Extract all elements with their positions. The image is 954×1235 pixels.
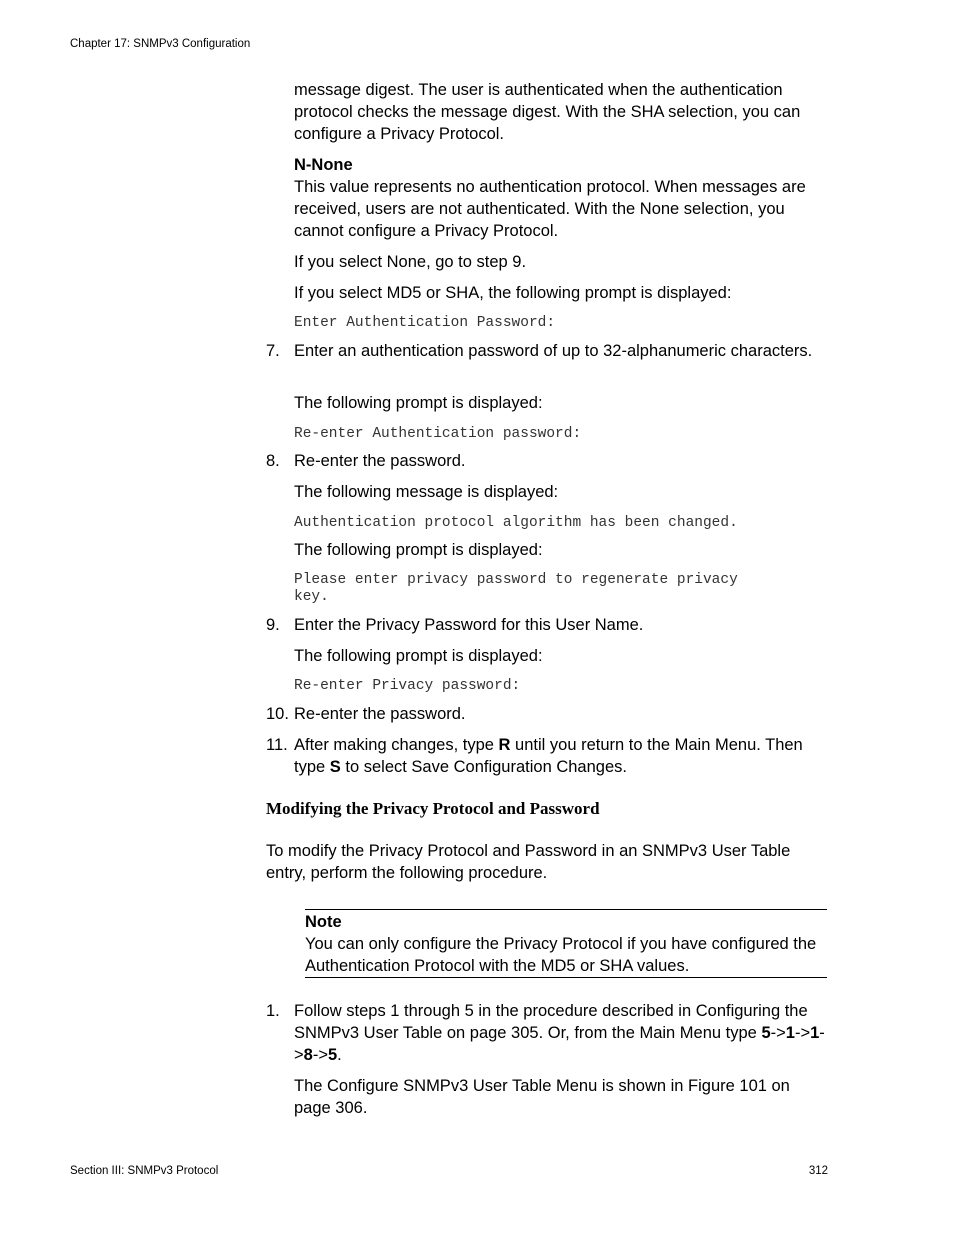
- code-privacy-prompt-line-2: key.: [294, 589, 329, 605]
- key-s: S: [329, 758, 341, 776]
- arrow-4: ->: [312, 1046, 328, 1064]
- figure-reference-paragraph: The Configure SNMPv3 User Table Menu is shown in Figure 101 on page 306.: [294, 1077, 790, 1117]
- key-1b: 1: [810, 1024, 820, 1042]
- intro-paragraph: message digest. The user is authenticated when the authentication protocol checks the message digest. With the SHA selection, you can configure a Privacy Protocol.: [294, 81, 801, 143]
- select-md5-paragraph: If you select MD5 or SHA, the following prompt is displayed:: [294, 284, 732, 302]
- step-1-number: 1.: [266, 1002, 280, 1020]
- arrow-3: ->: [294, 1024, 825, 1064]
- step-9-text: Enter the Privacy Password for this User Name.: [294, 616, 644, 634]
- note-body: You can only configure the Privacy Protocol if you have configured the Authentication Protocol with the MD5 or SHA values.: [305, 935, 817, 975]
- step-11-text-a: After making changes, type: [294, 736, 499, 754]
- code-enter-auth-password: Enter Authentication Password:: [294, 315, 556, 331]
- code-auth-changed: Authentication protocol algorithm has been changed.: [294, 515, 738, 531]
- step-10-text: Re-enter the password.: [294, 705, 466, 723]
- key-r: R: [498, 736, 511, 754]
- arrow-2: ->: [794, 1024, 811, 1042]
- step-11-text-b: until you return to the Main Menu. Then type: [294, 736, 803, 776]
- running-header: Chapter 17: SNMPv3 Configuration: [70, 38, 251, 50]
- step-11-number: 11.: [266, 736, 288, 754]
- step-1-text-a: Follow steps 1 through 5 in the procedure described in Configuring the SNMPv3 User Table on page 305. Or, from the Main Menu type: [294, 1002, 808, 1042]
- key-5b: 5: [327, 1046, 338, 1064]
- page-number: 312: [808, 1165, 828, 1177]
- code-reenter-privacy-password: Re-enter Privacy password:: [294, 678, 521, 694]
- step-10-number: 10.: [266, 705, 289, 723]
- prompt-paragraph-2: The following prompt is displayed:: [294, 541, 543, 559]
- running-footer-section: Section III: SNMPv3 Protocol: [70, 1165, 219, 1177]
- step-1-text: [294, 1000, 834, 1066]
- key-8: 8: [303, 1046, 313, 1064]
- key-5a: 5: [761, 1024, 771, 1042]
- step-8-number: 8.: [266, 452, 280, 470]
- message-paragraph: The following message is displayed:: [294, 483, 559, 501]
- step-11-text: [294, 734, 834, 778]
- note-box: [305, 909, 827, 978]
- prompt-paragraph-3: The following prompt is displayed:: [294, 647, 543, 665]
- step-1-end: .: [337, 1046, 342, 1064]
- step-11-text-c: to select Save Configuration Changes.: [340, 758, 627, 776]
- code-privacy-prompt-line-1: Please enter privacy password to regenerate privacy: [294, 572, 738, 588]
- section-heading: Modifying the Privacy Protocol and Password: [266, 799, 600, 818]
- step-8-text: Re-enter the password.: [294, 452, 466, 470]
- step-9-number: 9.: [266, 616, 280, 634]
- code-reenter-auth-password: Re-enter Authentication password:: [294, 426, 582, 442]
- prompt-paragraph-1: The following prompt is displayed:: [294, 394, 543, 412]
- note-title: Note: [305, 913, 342, 931]
- arrow-1: ->: [770, 1024, 786, 1042]
- n-none-description: This value represents no authentication protocol. When messages are received, users are not authenticated. With the None selection, you cannot configure a Privacy Protocol.: [294, 178, 806, 240]
- n-none-title: N-None: [294, 156, 353, 174]
- select-none-paragraph: If you select None, go to step 9.: [294, 253, 527, 271]
- step-7-number: 7.: [266, 342, 280, 360]
- modify-paragraph: To modify the Privacy Protocol and Password in an SNMPv3 User Table entry, perform the following procedure.: [266, 842, 791, 882]
- key-1a: 1: [785, 1024, 795, 1042]
- step-7-text: Enter an authentication password of up to 32-alphanumeric characters.: [294, 342, 813, 360]
